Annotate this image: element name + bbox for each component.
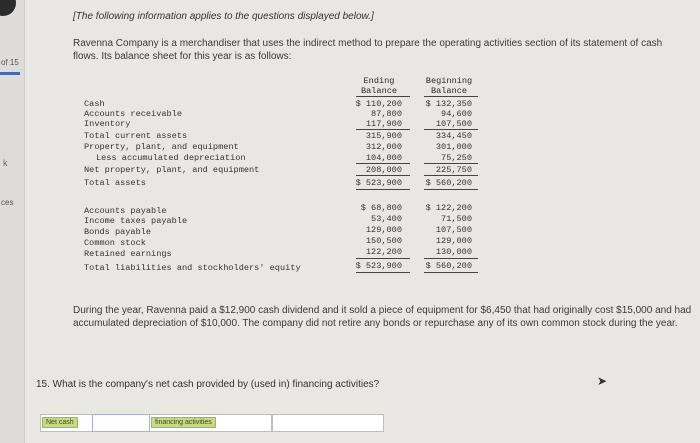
subtotal-underline xyxy=(356,163,410,164)
total-underline xyxy=(356,189,410,190)
ending-value: 117,900 xyxy=(365,119,402,129)
beginning-value: 301,000 xyxy=(435,142,472,152)
row-label: Total liabilities and stockholders' equity xyxy=(84,263,301,273)
beginning-value: $ 560,200 xyxy=(425,178,472,188)
beginning-value: 107,500 xyxy=(435,119,472,129)
progress-indicator xyxy=(0,72,20,75)
ending-value: 150,500 xyxy=(365,236,402,246)
row-label: Bonds payable xyxy=(84,227,152,237)
subtotal-underline xyxy=(424,175,478,176)
ending-value: 315,900 xyxy=(365,131,402,141)
row-label: Net property, plant, and equipment xyxy=(84,165,260,175)
ending-value: $ 110,200 xyxy=(355,99,402,109)
beginning-value: 107,500 xyxy=(435,225,472,235)
answer-dropdown[interactable] xyxy=(92,414,150,432)
ending-value: 129,000 xyxy=(365,225,402,235)
row-label: Total current assets xyxy=(84,131,188,141)
ending-value: 104,000 xyxy=(365,153,402,163)
row-label: Inventory xyxy=(84,119,131,129)
beginning-value: 129,000 xyxy=(435,236,472,246)
col-header-beginning: Beginning Balance xyxy=(425,76,473,96)
row-label: Accounts payable xyxy=(84,206,167,216)
beginning-value: 71,500 xyxy=(441,214,472,224)
row-label: Income taxes payable xyxy=(84,216,188,226)
ending-value: 312,000 xyxy=(365,142,402,152)
subtotal-underline xyxy=(424,129,478,130)
beginning-value: 94,600 xyxy=(441,109,472,119)
ending-value: 87,800 xyxy=(371,109,402,119)
subtotal-underline xyxy=(356,129,410,130)
intro-note: [The following information applies to the questions displayed below.] xyxy=(73,11,374,22)
ending-value: $ 523,900 xyxy=(355,178,402,188)
subtotal-underline xyxy=(424,258,478,259)
mouse-cursor-icon: ➤ xyxy=(597,374,608,388)
financing-activities-label: financing activities xyxy=(151,417,216,428)
subtotal-underline xyxy=(356,175,410,176)
beginning-value: $ 560,200 xyxy=(425,261,472,271)
header-underline-beginning xyxy=(424,96,478,97)
row-label: Retained earnings xyxy=(84,249,172,259)
subtotal-underline xyxy=(424,163,478,164)
question-text: 15. What is the company's net cash provided by (used in) financing activities? xyxy=(36,379,380,390)
row-label: Less accumulated depreciation xyxy=(96,153,246,163)
rail-mark: k xyxy=(3,158,8,168)
nav-circle-icon[interactable] xyxy=(0,0,16,16)
beginning-value: 130,000 xyxy=(435,247,472,257)
beginning-value: $ 132,350 xyxy=(425,99,472,109)
beginning-value: 225,750 xyxy=(435,165,472,175)
beginning-value: 75,250 xyxy=(441,153,472,163)
problem-description: Ravenna Company is a merchandiser that uses the indirect method to prepare the operating activities section of its statement of cash flows. Its balance sheet for this year is as follows: xyxy=(73,38,663,62)
ending-value: 122,200 xyxy=(365,247,402,257)
additional-information: During the year, Ravenna paid a $12,900 cash dividend and it sold a piece of equipment for $6,450 that had originally cost $15,000 and had accumulated depreciation of $10,000. The company did not retire any bonds or repurchase any of its own common stock during the year. xyxy=(73,305,692,329)
net-cash-label: Net cash xyxy=(42,417,78,428)
row-label: Accounts receivable xyxy=(84,109,182,119)
beginning-value: $ 122,200 xyxy=(425,203,472,213)
beginning-value: 334,450 xyxy=(435,131,472,141)
ending-value: 208,000 xyxy=(365,165,402,175)
header-underline-ending xyxy=(356,96,410,97)
row-label: Common stock xyxy=(84,238,146,248)
col-header-ending: Ending Balance xyxy=(360,76,398,96)
ending-value: 53,400 xyxy=(371,214,402,224)
answer-input[interactable] xyxy=(272,414,384,432)
rail-label-references[interactable]: ces xyxy=(1,198,14,207)
question-counter: of 15 xyxy=(1,58,19,67)
ending-value: $ 523,900 xyxy=(355,261,402,271)
subtotal-underline xyxy=(356,258,410,259)
total-underline xyxy=(356,272,410,273)
left-rail xyxy=(0,0,25,443)
total-underline xyxy=(424,272,478,273)
ending-value: $ 68,800 xyxy=(360,203,402,213)
row-label: Total assets xyxy=(84,178,146,188)
row-label: Cash xyxy=(84,99,105,109)
row-label: Property, plant, and equipment xyxy=(84,142,239,152)
total-underline xyxy=(424,189,478,190)
